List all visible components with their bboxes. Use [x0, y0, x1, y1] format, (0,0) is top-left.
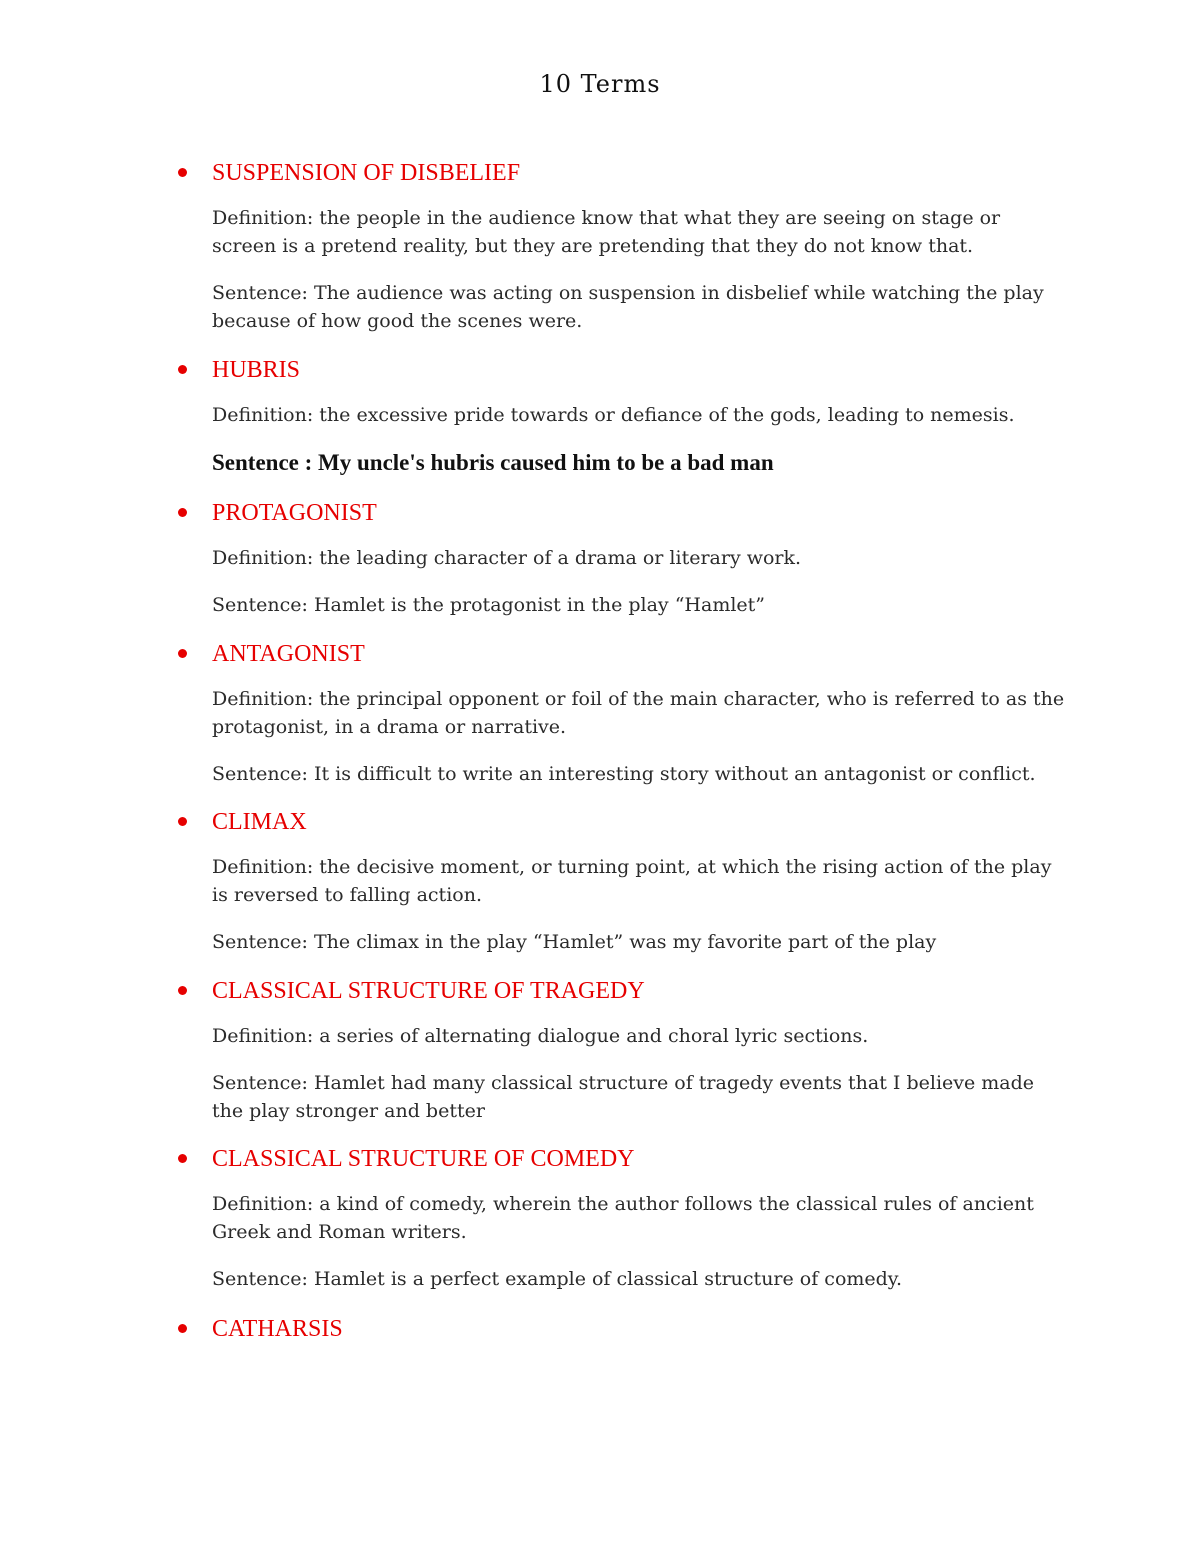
term-name: ANTAGONIST: [212, 641, 365, 667]
term-sentence: Sentence: Hamlet is the protagonist in the play “Hamlet”: [212, 594, 766, 616]
term-heading: [178, 1314, 1068, 1344]
bullet-icon: [178, 817, 187, 826]
term-heading: [178, 158, 1068, 188]
bullet-icon: [178, 365, 187, 374]
term-heading: [178, 639, 1068, 669]
term-item: [178, 807, 1068, 956]
term-heading: [178, 1144, 1068, 1174]
term-sentence: Sentence : My uncle's hubris caused him to be a bad man: [212, 450, 774, 475]
bullet-icon: [178, 1154, 187, 1163]
term-name: PROTAGONIST: [212, 500, 377, 526]
term-name: SUSPENSION OF DISBELIEF: [212, 160, 521, 186]
term-definition: Definition: the people in the audience know that what they are seeing on stage or screen is a pretend reality, but they are pretending that they do not know that.: [212, 207, 1001, 257]
term-heading: [178, 355, 1068, 385]
bullet-icon: [178, 508, 187, 517]
term-name: CLASSICAL STRUCTURE OF TRAGEDY: [212, 978, 645, 1004]
term-item: [178, 976, 1068, 1125]
term-item: [178, 355, 1068, 478]
term-heading: [178, 807, 1068, 837]
term-definition: Definition: a kind of comedy, wherein the author follows the classical rules of ancient Greek and Roman writers.: [212, 1193, 1034, 1243]
bullet-icon: [178, 1324, 187, 1333]
term-definition: Definition: the excessive pride towards or defiance of the gods, leading to nemesis.: [212, 404, 1015, 426]
term-definition: Definition: the principal opponent or foil of the main character, who is referred to as the protagonist, in a drama or narrative.: [212, 688, 1065, 738]
term-name: CLIMAX: [212, 809, 307, 835]
term-sentence: Sentence: Hamlet is a perfect example of classical structure of comedy.: [212, 1268, 903, 1290]
term-sentence: Sentence: The climax in the play “Hamlet” was my favorite part of the play: [212, 931, 937, 953]
term-name: HUBRIS: [212, 357, 301, 383]
term-name: CATHARSIS: [212, 1316, 343, 1342]
term-sentence: Sentence: Hamlet had many classical structure of tragedy events that I believe made the play stronger and better: [212, 1072, 1035, 1122]
bullet-icon: [178, 649, 187, 658]
term-item: [178, 158, 1068, 335]
term-sentence: Sentence: It is difficult to write an interesting story without an antagonist or conflict.: [212, 763, 1036, 785]
term-item: [178, 1314, 1068, 1344]
term-heading: [178, 498, 1068, 528]
bullet-icon: [178, 986, 187, 995]
term-definition: Definition: a series of alternating dialogue and choral lyric sections.: [212, 1025, 869, 1047]
document-title: 10 Terms: [539, 70, 661, 98]
bullet-icon: [178, 168, 187, 177]
term-heading: [178, 976, 1068, 1006]
term-definition: Definition: the leading character of a drama or literary work.: [212, 547, 802, 569]
term-item: [178, 498, 1068, 619]
term-item: [178, 639, 1068, 788]
term-definition: Definition: the decisive moment, or turning point, at which the rising action of the play is reversed to falling action.: [212, 856, 1052, 906]
term-sentence: Sentence: The audience was acting on suspension in disbelief while watching the play because of how good the scenes were.: [212, 282, 1044, 332]
term-name: CLASSICAL STRUCTURE OF COMEDY: [212, 1146, 635, 1172]
term-item: [178, 1144, 1068, 1293]
